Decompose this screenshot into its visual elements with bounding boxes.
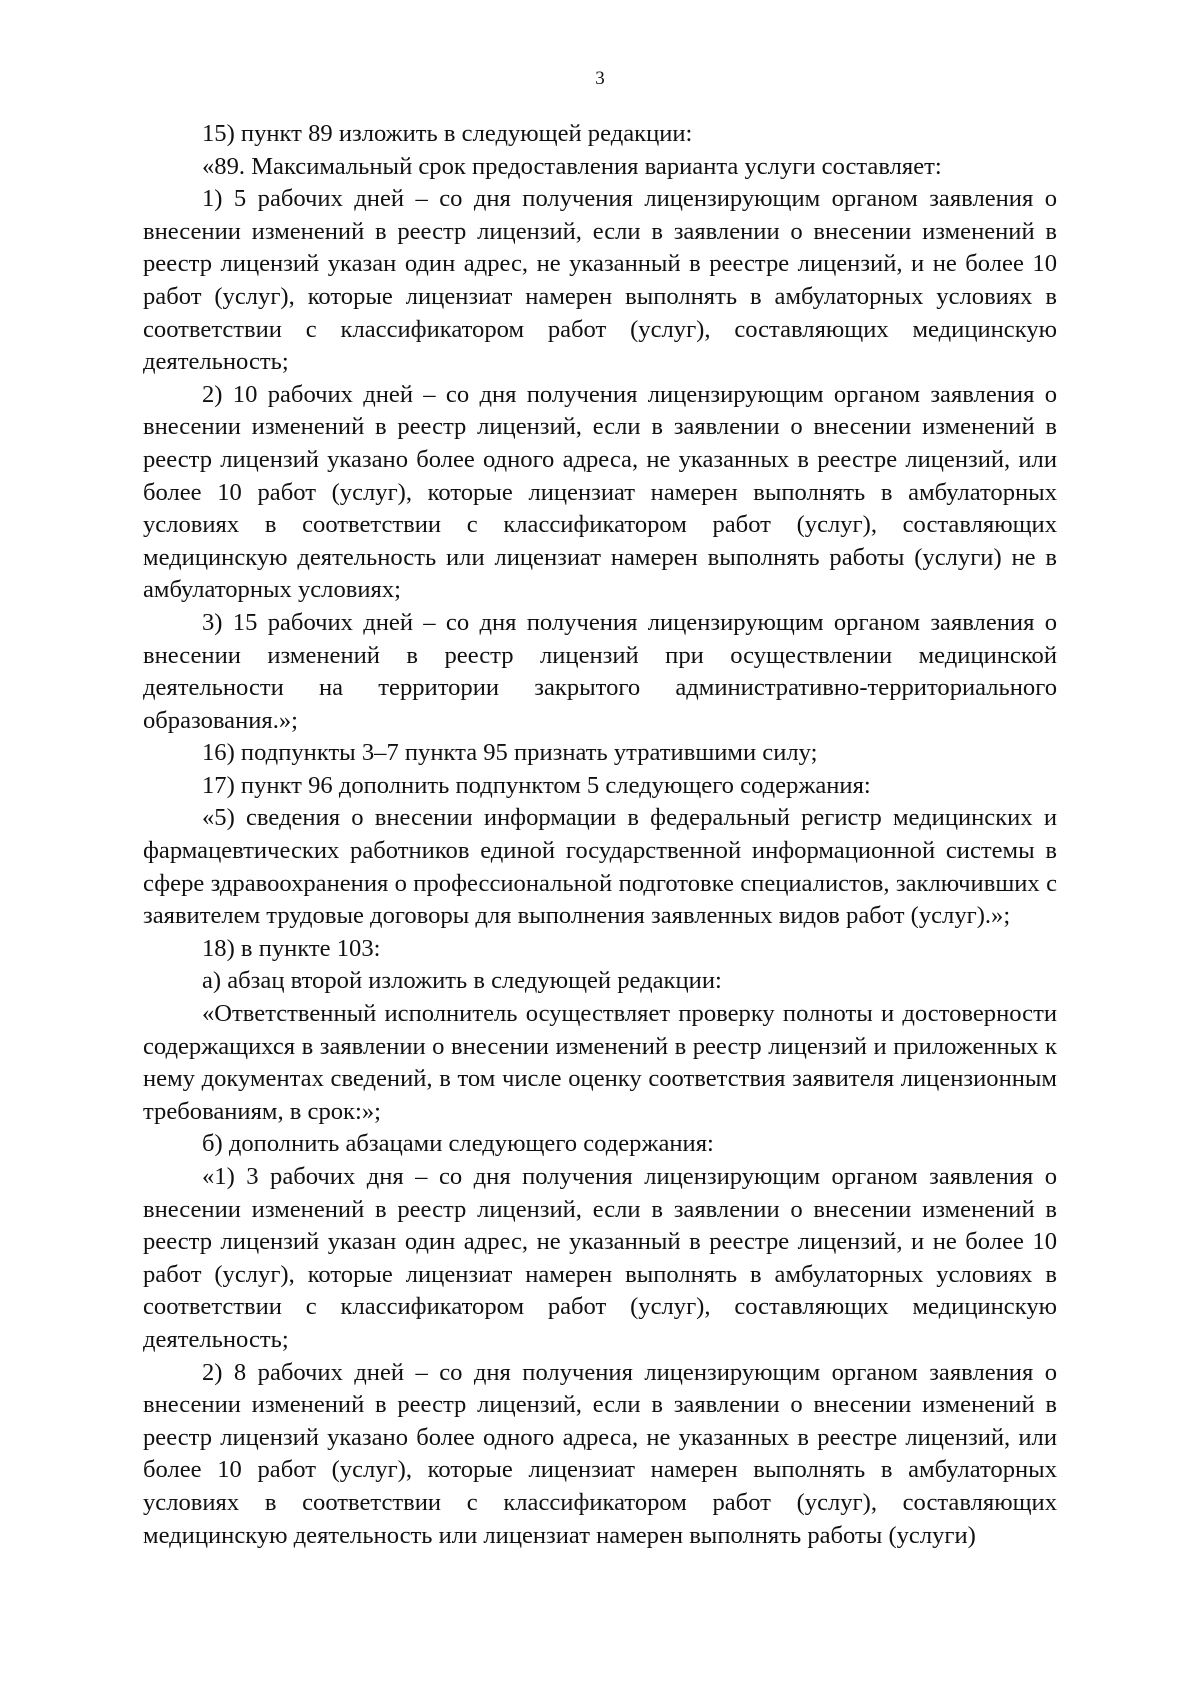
paragraph-subpoint-3: 3) 15 рабочих дней – со дня получения лицензирующим органом заявления о внесении изменений в реестр лицензий при осуществлении медицинской деятельности на территории закрытого административно-территориального образования.»; <box>143 608 1057 734</box>
paragraph-subpoint-5: «5) сведения о внесении информации в федеральный регистр медицинских и фармацевтических работников единой государственной информационной системы в сфере здравоохранения о профессиональной подготовке специалистов, заключивших с заявителем трудовые договоры для выполнения заявленных видов работ (услуг).»; <box>143 804 1057 930</box>
paragraph-subpoint-1: 1) 5 рабочих дней – со дня получения лицензирующим органом заявления о внесении изменений в реестр лицензий, если в заявлении о внесении изменений в реестр лицензий указан один адрес, не указанный в реестре лицензий, и не более 10 работ (услуг), которые лицензиат намерен выполнять в амбулаторных условиях в соответствии с классификатором работ (услуг), составляющих медицинскую деятельность; <box>143 185 1057 376</box>
paragraph-added-subpoint-1: «1) 3 рабочих дня – со дня получения лицензирующим органом заявления о внесении изменений в реестр лицензий, если в заявлении о внесении изменений в реестр лицензий указан один адрес, не указанный в реестре лицензий, и не более 10 работ (услуг), которые лицензиат намерен выполнять в амбулаторных условиях в соответствии с классификатором работ (услуг), составляющих медицинскую деятельность; <box>143 1163 1057 1353</box>
paragraph-item-15: 15) пункт 89 изложить в следующей редакции: <box>202 120 693 147</box>
document-body <box>143 118 1057 1552</box>
paragraph-point-89-heading: «89. Максимальный срок предоставления варианта услуги составляет: <box>202 152 942 180</box>
paragraph-item-18: 18) в пункте 103: <box>202 934 381 962</box>
page-number: 3 <box>595 68 605 89</box>
paragraph-subpoint-2: 2) 10 рабочих дней – со дня получения лицензирующим органом заявления о внесении изменений в реестр лицензий, если в заявлении о внесении изменений в реестр лицензий указано более одного адреса, не указанных в реестре лицензий, или более 10 работ (услуг), которые лицензиат намерен выполнять в амбулаторных условиях в соответствии с классификатором работ (услуг), составляющих медицинскую деятельность или лицензиат намерен выполнять работы (услуги) не в амбулаторных условиях; <box>143 380 1057 604</box>
paragraph-item-18b: б) дополнить абзацами следующего содержания: <box>202 1130 714 1158</box>
paragraph-responsible-executor: «Ответственный исполнитель осуществляет проверку полноты и достоверности содержащихся в заявлении о внесении изменений в реестр лицензий и приложенных к нему документах сведений, в том числе оценку соответствия заявителя лицензионным требованиям, в срок:»; <box>143 1000 1057 1125</box>
paragraph-item-16: 16) подпункты 3–7 пункта 95 признать утратившими силу; <box>202 739 818 767</box>
paragraph-item-17: 17) пункт 96 дополнить подпунктом 5 следующего содержания: <box>202 771 871 799</box>
paragraph-item-18a: а) абзац второй изложить в следующей редакции: <box>202 967 722 995</box>
paragraph-added-subpoint-2: 2) 8 рабочих дней – со дня получения лицензирующим органом заявления о внесении изменений в реестр лицензий, если в заявлении о внесении изменений в реестр лицензий указано более одного адреса, не указанных в реестре лицензий, или более 10 работ (услуг), которые лицензиат намерен выполнять в амбулаторных условиях в соответствии с классификатором работ (услуг), составляющих медицинскую деятельность или лицензиат намерен выполнять работы (услуги) <box>143 1358 1057 1549</box>
